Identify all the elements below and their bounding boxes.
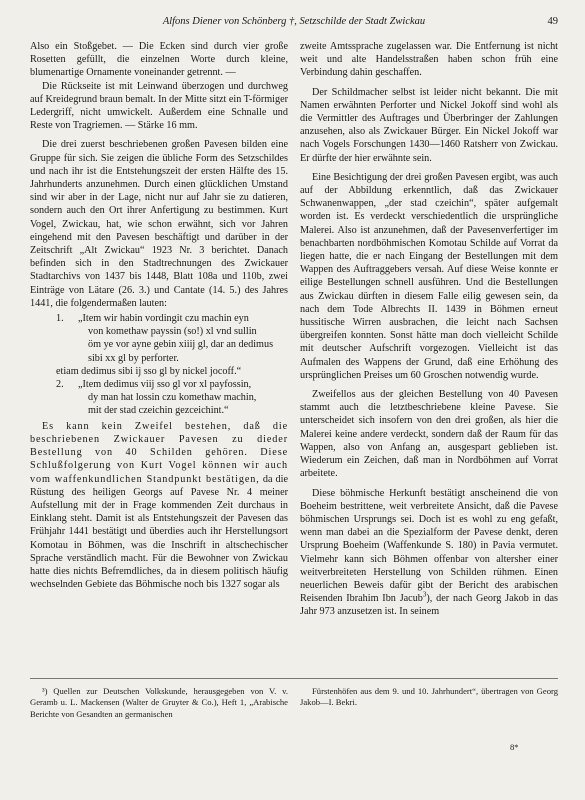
footnote-ref: 3 <box>422 590 427 599</box>
quote-entry-1 <box>30 312 288 378</box>
running-title: Alfons Diener von Schönberg †, Setzschilde der Stadt Zwickau <box>162 16 426 27</box>
footnote-text: Fürstenhöfen aus dem 9. und 10. Jahrhundert“, übertragen von Georg Jakob—I. Bekri. <box>300 686 558 708</box>
quote-number: 1. <box>56 313 64 325</box>
quoted-entries <box>30 312 288 418</box>
paragraph: zweite Amtssprache zugelassen war. Die Entfernung ist nicht weit und alte Handelsstraßen haben schon früh eine Verbindung dahin geschaffen. <box>300 41 558 79</box>
quote-entry-2 <box>30 378 288 418</box>
paragraph: Der Schildmacher selbst ist leider nicht bekannt. Die mit Namen erwähnten Perforter und Nickel Jokoff sind wohl als die Vermittler des Auftrages und Überbringer der Zahlungen anzusehen, also als Zwickauer Bürger. Ein Nickel Jokoff war nach Vogels Forschungen 1430—1460 Ratsherr von Zwickau. Er dürfte der hier erwähnte sein. <box>300 86 558 164</box>
paragraph-text: ), der nach Georg Jakob in das Jahr 973 anzusetzen ist. In seinem <box>300 593 558 618</box>
paragraph <box>300 487 558 619</box>
signature-mark: 8* <box>510 742 519 752</box>
quote-line: öm ye vor ayne gebin xiiij gl, dar an dedimus <box>88 339 274 351</box>
footnote-right <box>300 686 558 709</box>
paragraph-text: da die Rüstung des heiligen Georgs auf Pavese Nr. 4 meiner Aufstellung mit der in Frage kommenden Zeit durchaus in Einklang steht. Damit ist als Entstehungszeit der Pavesen das Frühjahr 1441 bestätigt und überdies auch ihr Herstellungsort Komotau in Böhmen, was die Inschrift in altschechischer Sprache verständlich macht. Für die Bewohner von Zwickau hatte dies nichts Befremdliches, da in diesem politisch häufig wechselnden Gebiete das Böhmische noch bis 1327 sogar als <box>30 473 289 591</box>
paragraph: Zweifellos aus der gleichen Bestellung von 40 Pavesen stammt auch die letztbeschriebene kleine Pavese. Sie unterscheidet sich insofern von den drei großen, als hier die Malerei keine andere verdeckt, sondern daß der Raum für das Wappen, also von Anfang an, ausgespart geblieben ist. Wiederum ein Zeichen, daß man in Nordböhmen auf Vorrat arbeitete. <box>300 389 558 480</box>
quote-line: „Item wir habin vordingit czu machin eyn <box>78 313 249 325</box>
running-header <box>30 16 558 30</box>
paragraph: Also ein Stoßgebet. — Die Ecken sind durch vier große Rosetten gefüllt, die einzelnen Worte durch kleine, blumenartige Ornamente voneinander getrennt. — <box>30 41 288 79</box>
footnote-text: ³) Quellen zur Deutschen Volkskunde, herausgegeben von V. v. Geramb u. L. Mackensen (Walter de Gruyter & Co.), Heft 1, „Arabische Berichte von Gesandten an germanischen <box>30 686 288 719</box>
quote-line: von komethaw payssin (so!) xl vnd sullin <box>88 326 257 338</box>
paragraph <box>30 420 288 592</box>
paragraph: Die drei zuerst beschriebenen großen Pavesen bilden eine Gruppe für sich. Sie zeigen die übliche Form des Setzschildes und nach ihr ist die Entstehungszeit der ersten Hälfte des 15. Jahrhunderts anzunehmen. Durch einen glücklichen Umstand sind wir aber in der Lage, nicht nur auf Jahr sie zu datieren, sondern auch den Ort ihrer Anfertigung zu bestimmen. Kurt Vogel, Zwickau, hat, wie schon erwähnt, sich vor Jahren eingehend mit den Pavesen beschäftigt und darüber in der Zeitschrift „Alt Zwickau“ 1923 Nr. 3 berichtet. Danach befinden sich in den Stadtrechnungen des Zwickauer Stadtarchivs von 1437 bis 1448, Blatt 108a und 110b, zwei Einträge von Lätare (26. 3.) und Cantate (14. 5.) des Jahres 1441, die folgendermaßen lauten: <box>30 139 288 309</box>
left-column <box>30 40 288 591</box>
quote-number: 2. <box>56 379 64 391</box>
right-column <box>300 40 558 619</box>
paragraph: Eine Besichtigung der drei großen Pavesen ergibt, was auch auf der Abbildung erkenntlich, daß das Zwickauer Schwanenwappen, „der stad czeichin“, später aufgemalt worden ist. Es verdeckt verschiedentlich die ursprüngliche Malerei. Also ist anzunehmen, daß der Pavesenverfertiger im benachbarten nordböhmischen Komotau Schilde auf Vorrat da liegen hatte, die er nach Eingang der Bestellungen mit dem Wappen des Auftraggebers versah. Auf diese Weise konnte er eilige Bestellungen schnell ausführen. Und die Bestellungen aus Zwickau dürften in diesem Falle eilig gewesen sein, da nach dem Tode Albrechts II. 1439 in Böhmen erneut hussitische Wirren ausbrachen, die leicht nach Sachsen übergreifen konnten. Sonst hätte man doch vielleicht Schilde mit deutscher Aufschrift vorgezogen. Vielleicht ist das Aufmalen des Wappens der Grund, daß eine Erhöhung des ursprünglichen Preises um 60 Groschen notwendig wurde. <box>300 171 558 381</box>
spaced-emphasis: Es kann kein Zweifel bestehen, daß die beschriebenen Zwickauer Pavesen zu dieder Bestellung von 40 Schilden gehören. Diese Schlußfolgerung von Kurt Vogel können wir auch vom waffenkundlichen Standpunkt bestätigen, <box>30 420 288 485</box>
quote-line: etiam dedimus sibi ij sso gl by nickel jocoff.“ <box>56 365 242 377</box>
footnote-left <box>30 686 288 720</box>
footnote-divider <box>30 678 558 679</box>
paragraph: Die Rückseite ist mit Leinwand überzogen und durchweg auf Kreidegrund braun bemalt. In der Mitte sitzt ein T-förmiger Ledergriff, nicht umwickelt. Außerdem eine Schnalle und Reste von Tragriemen. — Stärke 16 mm. <box>30 80 289 132</box>
quote-line: „Item dedimus viij sso gl vor xl payfossin, <box>78 379 252 391</box>
quote-line: mit der stad czeichin gezceichint.“ <box>88 405 229 417</box>
page-number: 49 <box>547 16 558 27</box>
paragraph-text: Diese böhmische Herkunft bestätigt anscheinend die von Boeheim bestrittene, weit verbreitete Ansicht, daß die Pavese böhmischen Ursprungs sei. Doch ist es wohl zu eng gefaßt, wenn man dabei an die Spezialform der Pavese denkt, deren Ursprung Boeheim (Waffenkunde S. 180) in Pavia vermutet. Vielmehr kann sich Böhmen offenbar von altersher einer weitverbreiteten Herstellung von Schilden rühmen. Einen neuerlichen Beweis dafür gibt der Bericht des arabischen Reisenden Ibrahim Ibn Jacub <box>300 487 558 605</box>
quote-line: sibi xx gl by perforter. <box>88 352 179 364</box>
quote-line: dy man hat lossin czu komethaw machin, <box>88 392 257 404</box>
